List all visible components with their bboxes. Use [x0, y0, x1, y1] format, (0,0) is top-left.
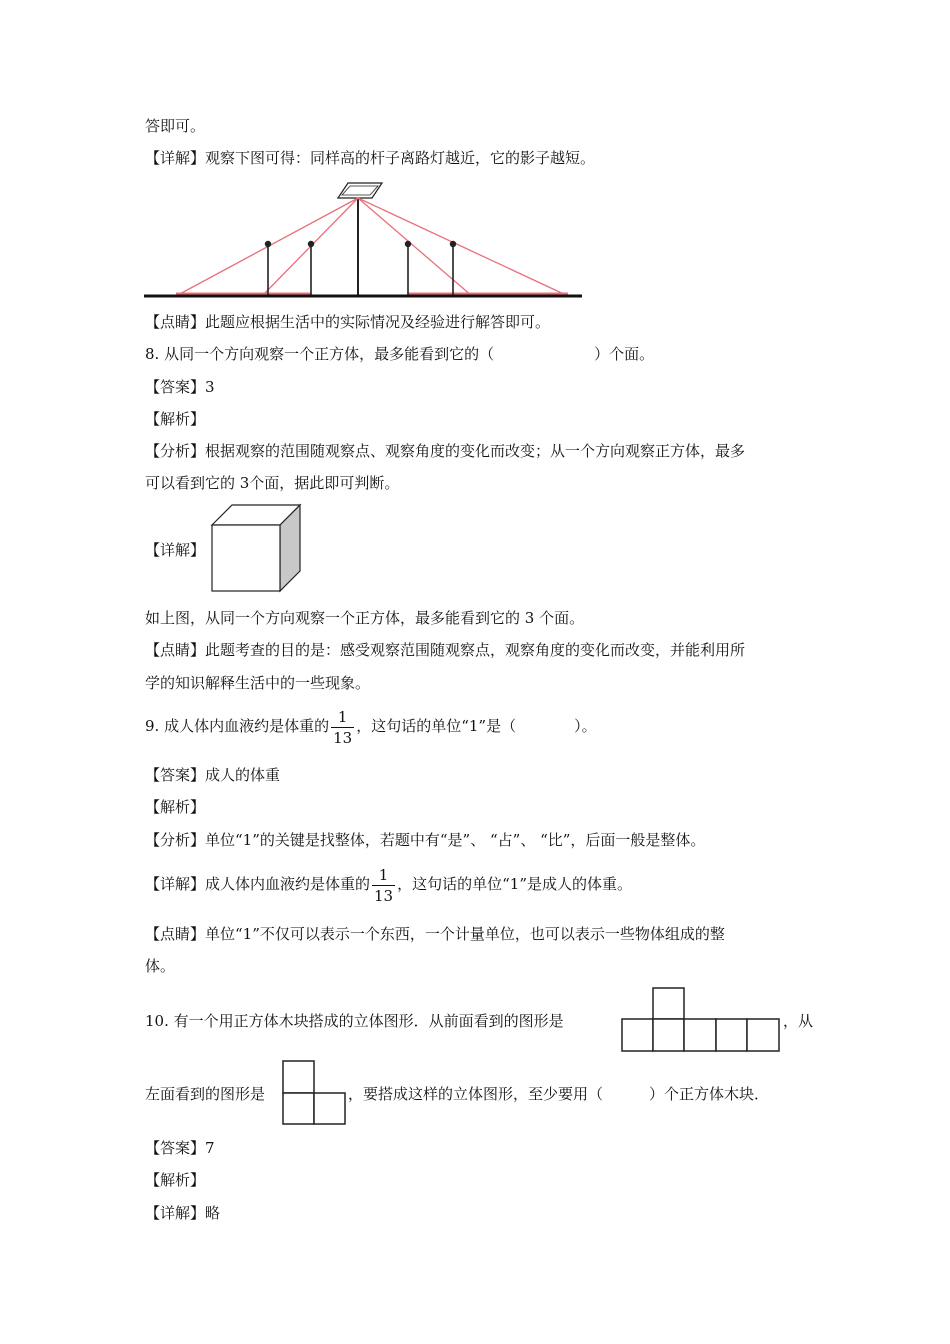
- q8-analysis-line2: 可以看到它的 3个面，据此即可判断。: [145, 474, 400, 492]
- q10-detail: 【详解】略: [145, 1204, 221, 1222]
- q8-detail-text: 如上图，从同一个方向观察一个正方体，最多能看到它的 3 个面。: [145, 609, 585, 627]
- q10-analysis-label: 【解析】: [145, 1171, 206, 1189]
- lamp-head: [338, 183, 382, 198]
- q9-fraction-denominator: 13: [333, 728, 353, 747]
- left-view-shape: [281, 1059, 348, 1126]
- q8-question-a: 8. 从同一个方向观察一个正方体，最多能看到它的（: [145, 345, 495, 363]
- q10-line2-a: 左面看到的图形是: [145, 1085, 266, 1103]
- q9-tip-line2: 体。: [145, 957, 176, 975]
- q10-line1-a: 10. 有一个用正方体木块搭成的立体图形．从前面看到的图形是: [145, 1012, 564, 1030]
- q9-analysis: 【分析】单位“1”的关键是找整体，若题中有“是”、 “占”、 “比”，后面一般是整体。: [145, 831, 706, 849]
- q9-question: [145, 706, 597, 748]
- pole-tops: [265, 241, 456, 247]
- q9-tip-line1: 【点睛】单位“1”不仅可以表示一个东西，一个计量单位，也可以表示一些物体组成的整: [145, 925, 725, 943]
- light-rays: [176, 198, 568, 296]
- q8-answer: 【答案】3: [145, 378, 215, 396]
- streetlight-shadow-diagram: [140, 178, 590, 303]
- cube-front-face: [212, 525, 280, 591]
- q10-line2-rest: [348, 1084, 769, 1104]
- q10-line1-b: ，从: [783, 1012, 814, 1030]
- q7-detail: 【详解】观察下图可得：同样高的杆子离路灯越近，它的影子越短。: [145, 149, 596, 167]
- q10-answer: 【答案】7: [145, 1139, 215, 1157]
- q9-fraction-numerator: 1: [331, 707, 354, 728]
- q7-tip: 【点睛】此题应根据生活中的实际情况及经验进行解答即可。: [145, 313, 551, 331]
- q10-line2-c: ）个正方体木块．: [649, 1085, 770, 1103]
- q8-tip-line1: 【点睛】此题考查的目的是：感受观察范围随观察点，观察角度的变化而改变，并能利用所: [145, 641, 746, 659]
- q9-fraction: [331, 707, 354, 748]
- q9-detail-fraction-denominator: 13: [374, 886, 394, 905]
- q10-line2-b: ，要搭成这样的立体图形，至少要用（: [348, 1085, 604, 1103]
- cube-diagram: [210, 503, 305, 595]
- q9-answer: 【答案】成人的体重: [145, 766, 281, 784]
- q9-detail-fraction: [372, 865, 395, 906]
- front-view-shape: [621, 986, 783, 1053]
- q9-detail-a: 【详解】成人体内血液约是体重的: [145, 875, 371, 893]
- q9-question-b: ，这句话的单位“1”是（: [356, 717, 517, 735]
- q8-tip-line2: 学的知识解释生活中的一些现象。: [145, 674, 371, 692]
- q9-question-a: 9. 成人体内血液约是体重的: [145, 717, 330, 735]
- poles: [268, 244, 453, 296]
- answer-hint-line: 答即可。: [145, 117, 206, 135]
- q9-question-c: ）。: [574, 717, 597, 735]
- q9-detail-b: ，这句话的单位“1”是成人的体重。: [397, 875, 632, 893]
- q9-detail-fraction-numerator: 1: [372, 865, 395, 886]
- q8-question: [145, 344, 654, 364]
- q8-analysis-label: 【解析】: [145, 410, 206, 428]
- q8-analysis-line1: 【分析】根据观察的范围随观察点、观察角度的变化而改变；从一个方向观察正方体，最多: [145, 442, 746, 460]
- q8-detail-label: 【详解】: [145, 541, 206, 559]
- q9-detail: [145, 864, 632, 906]
- q9-analysis-label: 【解析】: [145, 798, 206, 816]
- q8-question-b: ）个面。: [594, 345, 655, 363]
